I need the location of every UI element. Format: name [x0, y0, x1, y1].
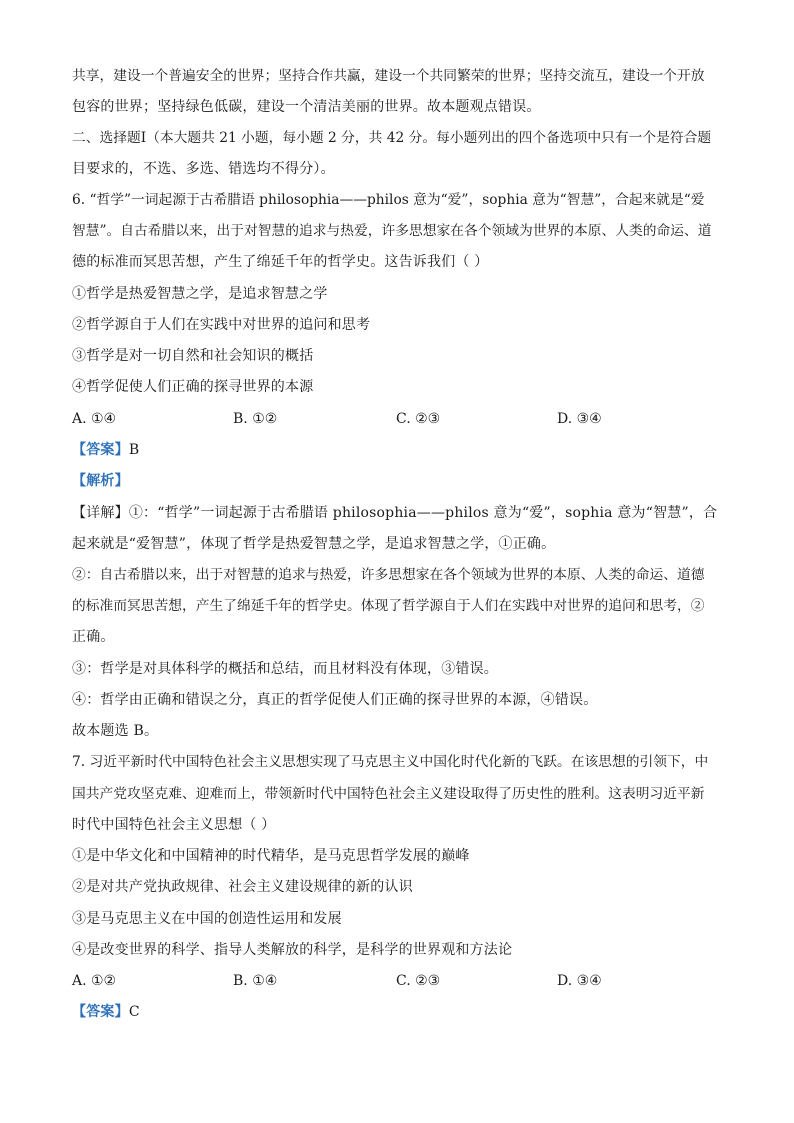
q7-option-d: D. ③④	[557, 973, 602, 989]
section-heading-line-2: 目要求的，不选、多选、错选均不得分）。	[72, 161, 335, 177]
q6-analysis	[72, 471, 724, 491]
q6-option-b: B. ①②	[233, 411, 278, 427]
q7-answer	[72, 1002, 724, 1022]
q6-detail-line-5: 正确。	[72, 629, 115, 645]
q6-detail-line-8: 故本题选 B。	[72, 723, 159, 739]
q6-item-1: ①哲学是热爱智慧之学，是追求智慧之学	[72, 286, 328, 302]
q6-option-a: A. ①④	[72, 411, 117, 427]
q6-detail-text-1: ①：“哲学”一词起源于古希腊语 philosophia——philos 意为“爱”，sophia 意为“智慧”，合	[128, 505, 718, 521]
q6-detail-line-3: ②：自古希腊以来，出于对智慧的追求与热爱，许多思想家在各个领域为世界的本原、人类的命运、道德	[72, 567, 705, 583]
carry-over-line-2: 包容的世界；坚持绿色低碳，建设一个清洁美丽的世界。故本题观点错误。	[72, 99, 541, 115]
q6-answer-value: B	[128, 442, 140, 458]
q6-detail-line-7: ④：哲学由正确和错误之分，真正的哲学促使人们正确的探寻世界的本源，④错误。	[72, 692, 598, 708]
q6-detail-line-6: ③：哲学是对具体科学的概括和总结，而且材料没有体现，③错误。	[72, 661, 498, 677]
carry-over-line-1: 共享，建设一个普遍安全的世界；坚持合作共赢，建设一个共同繁荣的世界；坚持交流互，建设一个开放	[72, 68, 705, 84]
q7-item-4: ④是改变世界的科学、指导人类解放的科学，是科学的世界观和方法论	[72, 942, 513, 958]
q7-stem-line-1: 7. 习近平新时代中国特色社会主义思想实现了马克思主义中国化时代化新的飞跃。在该思想的引领下，中	[72, 754, 709, 770]
q7-item-1: ①是中华文化和中国精神的时代精华，是马克思哲学发展的巅峰	[72, 848, 470, 864]
q6-item-2: ②哲学源自于人们在实践中对世界的追问和思考	[72, 317, 371, 333]
q6-stem-line-1: 6. “哲学”一词起源于古希腊语 philosophia——philos 意为“爱”，sophia 意为“智慧”，合起来就是“爱	[72, 192, 705, 208]
q7-stem-line-2: 国共产党攻坚克难、迎难而上，带领新时代中国特色社会主义建设取得了历史性的胜利。这表明习近平新	[72, 786, 705, 802]
q6-detail-line-1	[72, 503, 724, 523]
q6-answer	[72, 440, 724, 460]
q7-answer-tag: 【答案】	[72, 1004, 129, 1020]
q7-answer-value: C	[128, 1004, 140, 1020]
q6-option-d: D. ③④	[557, 411, 602, 427]
q6-detail-tag: 【详解】	[72, 505, 129, 521]
q6-detail-line-2: 起来就是“爱智慧”，体现了哲学是热爱智慧之学，是追求智慧之学，①正确。	[72, 536, 556, 552]
q7-option-c: C. ②③	[396, 973, 441, 989]
q6-item-4: ④哲学促使人们正确的探寻世界的本源	[72, 379, 314, 395]
q7-option-a: A. ①②	[72, 973, 117, 989]
q6-answer-tag: 【答案】	[72, 442, 129, 458]
q6-detail-line-4: 的标准而冥思苦想，产生了绵延千年的哲学史。体现了哲学源自于人们在实践中对世界的追问和思考，②	[72, 598, 705, 614]
q7-item-3: ③是马克思主义在中国的创造性运用和发展	[72, 911, 342, 927]
q6-stem-line-3: 德的标准而冥思苦想，产生了绵延千年的哲学史。这告诉我们（ ）	[72, 254, 489, 270]
q6-stem-line-2: 智慧”。自古希腊以来，出于对智慧的追求与热爱，许多思想家在各个领域为世界的本原、人类的命运、道	[72, 223, 712, 239]
q7-item-2: ②是对共产党执政规律、社会主义建设规律的新的认识	[72, 879, 413, 895]
section-heading-line-1: 二、选择题Ⅰ（本大题共 21 小题，每小题 2 分，共 42 分。每小题列出的四个备选项中只有一个是符合题	[72, 130, 712, 146]
q7-option-b: B. ①④	[233, 973, 278, 989]
q6-analysis-tag: 【解析】	[72, 473, 129, 489]
q6-option-c: C. ②③	[396, 411, 441, 427]
q7-stem-line-3: 时代中国特色社会主义思想（ ）	[72, 817, 276, 833]
q6-item-3: ③哲学是对一切自然和社会知识的概括	[72, 348, 314, 364]
